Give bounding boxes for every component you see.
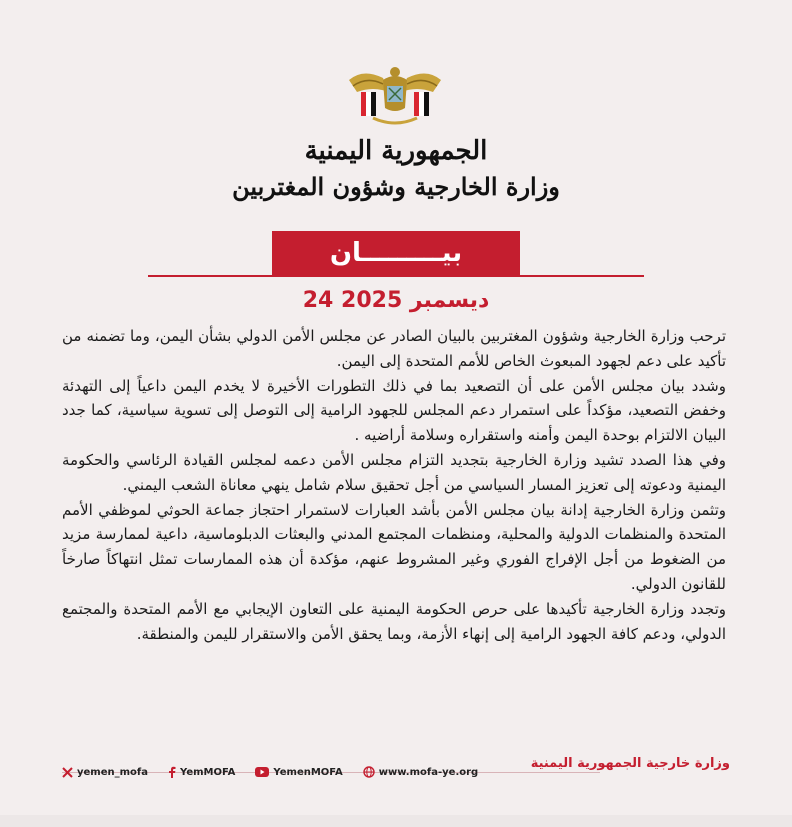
statement-banner: بيـــــــــان	[272, 231, 520, 275]
republic-title: الجمهورية اليمنية	[304, 136, 488, 166]
yemen-emblem-icon	[343, 62, 447, 128]
body-paragraph: وفي هذا الصدد تشيد وزارة الخارجية بتجديد التزام مجلس الأمن دعمه لمجلس القيادة الرئاسي والحكومة اليمنية ودعوته إلى تعزيز المسار السياسي من أجل تحقيق سلام شامل ينهي معاناة الشعب اليمني.	[62, 450, 726, 494]
social-label-youtube: YemenMOFA	[273, 766, 343, 778]
ministry-signature: وزارة خارجية الجمهورية اليمنية	[530, 756, 730, 771]
footer	[62, 752, 730, 792]
social-link-website[interactable]	[363, 766, 478, 778]
social-link-youtube[interactable]	[255, 767, 342, 778]
social-link-x[interactable]	[62, 767, 148, 778]
body-paragraph: ترحب وزارة الخارجية وشؤون المغتربين بالبيان الصادر عن مجلس الأمن الدولي بشأن اليمن، وما تضمنه من تأكيد على دعم لجهود المبعوث الخاص للأمم المتحدة إلى اليمن.	[62, 327, 726, 370]
body-paragraph: وتثمن وزارة الخارجية إدانة بيان مجلس الأمن بأشد العبارات لاستمرار احتجاز جماعة الحوثي لموظفي الأمم المتحدة والمنظمات الدولية والمحلية، ومنظمات المجتمع المدني والبعثات الدبلوماسية، داعية لممارسة مزيد من الضغوط من أجل الإفراج الفوري وغير المشروط عنهم، مؤكدة أن هذه الممارسات تمثل انتهاكاً صارخاً للقانون الدولي.	[62, 500, 726, 593]
body-paragraph: وشدد بيان مجلس الأمن على أن التصعيد بما في ذلك التطورات الأخيرة لا يخدم اليمن داعياً إلى التهدئة وخفض التصعيد، مؤكداً على استمرار دعم المجلس للجهود الرامية إلى التوصل إلى تسوية سياسية، كما جدد البيان الالتزام بوحدة اليمن وأمنه واستقراره وسلامة أراضيه .	[62, 376, 726, 445]
statement-body	[62, 324, 726, 646]
youtube-icon	[255, 767, 269, 777]
social-label-x: yemen_mofa	[77, 766, 149, 778]
social-label-facebook: YemMOFA	[180, 766, 236, 778]
statement-date: 24 ديسمبر 2025	[302, 288, 490, 313]
banner-underline	[148, 275, 644, 277]
globe-icon	[363, 766, 375, 778]
body-paragraph: وتجدد وزارة الخارجية تأكيدها على حرص الحكومة اليمنية على التعاون الإيجابي مع الأمم المتحدة والمجتمع الدولي، ودعم كافة الجهود الرامية إلى إنهاء الأزمة، وبما يحقق الأمن والاستقرار لليمن والمنطقة.	[62, 599, 726, 643]
bottom-edge	[0, 815, 792, 827]
social-label-website: www.mofa-ye.org	[378, 766, 479, 778]
social-link-facebook[interactable]	[168, 766, 235, 778]
facebook-icon	[168, 766, 176, 778]
ministry-title: وزارة الخارجية وشؤون المغتربين	[232, 172, 560, 201]
social-links	[62, 766, 498, 778]
x-icon	[62, 767, 73, 778]
